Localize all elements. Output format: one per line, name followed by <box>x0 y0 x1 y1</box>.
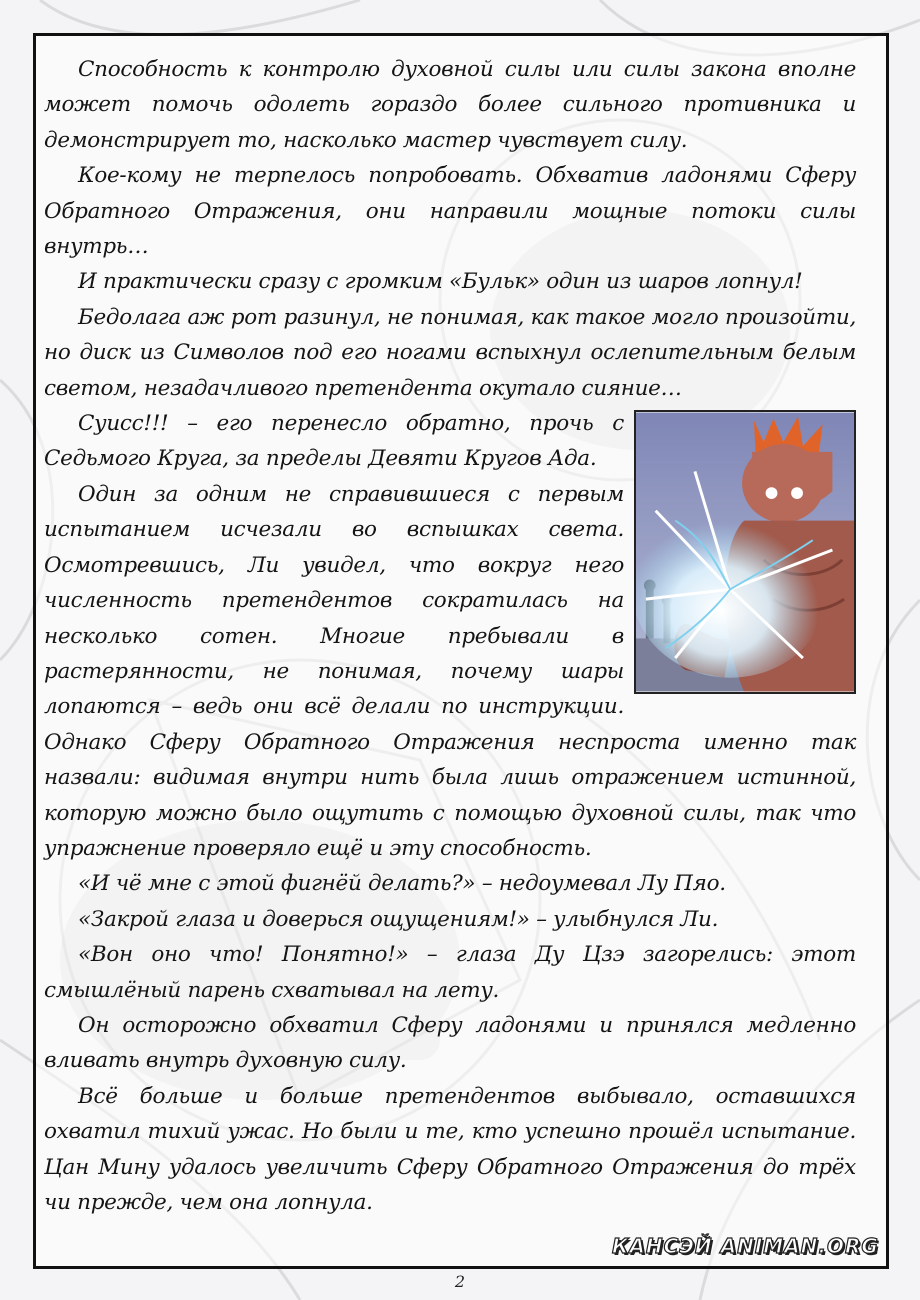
paragraph: Всё больше и больше претендентов выбывало, оставшихся охватил тихий ужас. Но были и те, кто успешно прошёл испытание. Цан Мину удалось увеличить Сферу Обратного Отражения до трёх чи прежде, чем она лопнула. <box>44 1083 856 1215</box>
paragraph: Кое-кому не терпелось попробовать. Обхватив ладонями Сферу Обратного Отражения, они направили мощные потоки силы внутрь… <box>44 163 856 260</box>
paragraph: Он осторожно обхватил Сферу ладонями и принялся медленно вливать внутрь духовную силу. <box>44 1012 856 1074</box>
paragraph: И практически сразу с громким «Бульк» один из шаров лопнул! <box>78 269 803 295</box>
paragraph: «И чё мне с этой фигнёй делать?» – недоумевал Лу Пяо. <box>78 871 726 897</box>
paragraph: Способность к контролю духовной силы или силы закона вполне может помочь одолеть гораздо более сильного противника и демонстрирует то, насколько мастер чувствует силу. <box>44 57 856 153</box>
paragraph: Бедолага аж рот разинул, не понимая, как такое могло произойти, но диск из Символов под его ногами вспыхнул ослепительным белым светом, незадачливого претендента окутало сияние… <box>44 304 856 401</box>
page-number: 2 <box>454 1272 466 1291</box>
text-body <box>44 52 856 1220</box>
paragraph: Один за одним не справившиеся с первым испытанием исчезали во вспышках света. Осмотревшись, Ли увидел, что вокруг него численность претендентов сократилась на несколько сотен. Многие пребывали в растерянности, не понимая, почему шары лопаются – ведь они всё делали по инструкции. Однако Сферу Обратного Отражения неспроста именно так назвали: видимая внутри нить была лишь отражением истинной, которую можно было ощутить с помощью духовной силы, так что упражнение проверяло ещё и эту способность. <box>44 481 856 861</box>
paragraph: «Вон оно что! Понятно!» – глаза Ду Цзэ загорелись: этот смышлёный парень схватывал на лету. <box>44 942 856 1003</box>
paragraph: Суисс!!! – его перенесло обратно, прочь с Седьмого Круга, за пределы Девяти Кругов Ада. <box>44 411 624 472</box>
paragraph: «Закрой глаза и доверься ощущениям!» – улыбнулся Ли. <box>78 906 719 932</box>
manga-panel-illustration <box>634 410 856 694</box>
translator-credit: КАНСЭЙ ANIMAN.ORG <box>612 1234 879 1258</box>
